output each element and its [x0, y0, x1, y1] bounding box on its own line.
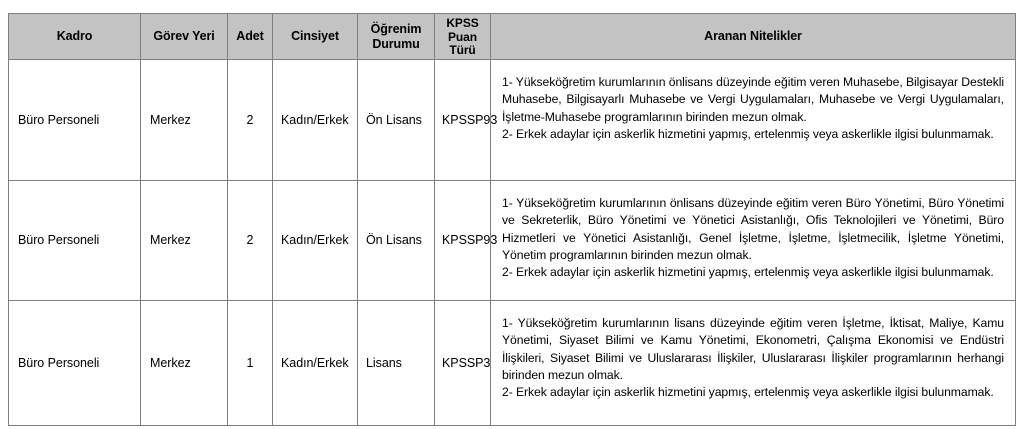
- cell-gorev-yeri: Merkez: [141, 181, 228, 301]
- table-row: [9, 301, 1016, 426]
- cell-kpss-puan-turu: KPSSP93: [435, 181, 491, 301]
- cell-cinsiyet: Kadın/Erkek: [273, 301, 358, 426]
- table-row: [9, 181, 1016, 301]
- table-row: [9, 60, 1016, 181]
- table-body: [9, 60, 1016, 426]
- qualification-item-1: 1- Yükseköğretim kurumlarının önlisans düzeyinde eğitim veren Muhasebe, Bilgisayar Destekli Muhasebe, Bilgisayarlı Muhasebe ve Vergi Uygulamaları, Muhasebe ve Vergi Uygulamaları, İşletme-Muhasebe programlarının birinden mezun olmak.: [502, 75, 1004, 124]
- cell-ogrenim-durumu: Ön Lisans: [358, 60, 435, 181]
- cell-aranan-nitelikler: [491, 301, 1016, 426]
- column-header-kpss-puan-turu: [435, 14, 491, 60]
- cell-adet: 2: [228, 181, 273, 301]
- cell-kadro: Büro Personeli: [9, 181, 141, 301]
- qualification-item-2: 2- Erkek adaylar için askerlik hizmetini yapmış, ertelenmiş veya askerlikle ilgisi bulunmamak.: [502, 385, 994, 400]
- column-header-kpss-line3: Türü: [449, 43, 476, 58]
- cell-gorev-yeri: Merkez: [141, 60, 228, 181]
- qualification-item-2: 2- Erkek adaylar için askerlik hizmetini yapmış, ertelenmiş veya askerlikle ilgisi bulunmamak.: [502, 265, 994, 280]
- column-header-kpss-line2: Puan: [448, 29, 477, 44]
- qualification-item-2: 2- Erkek adaylar için askerlik hizmetini yapmış, ertelenmiş veya askerlikle ilgisi bulunmamak.: [502, 126, 994, 141]
- column-header-gorev-yeri: Görev Yeri: [141, 14, 228, 60]
- cell-aranan-nitelikler: [491, 60, 1016, 181]
- cell-kpss-puan-turu: KPSSP3: [435, 301, 491, 426]
- column-header-ogrenim-line1: Öğrenim: [370, 21, 422, 36]
- column-header-kadro: Kadro: [9, 14, 141, 60]
- column-header-aranan-nitelikler: Aranan Nitelikler: [491, 14, 1016, 60]
- position-requirements-table: [8, 13, 1016, 426]
- cell-kadro: Büro Personeli: [9, 60, 141, 181]
- cell-aranan-nitelikler: [491, 181, 1016, 301]
- cell-ogrenim-durumu: Ön Lisans: [358, 181, 435, 301]
- column-header-adet: Adet: [228, 14, 273, 60]
- column-header-ogrenim-line2: Durumu: [372, 36, 420, 51]
- cell-adet: 2: [228, 60, 273, 181]
- table-header: [9, 14, 1016, 60]
- qualification-item-1: 1- Yükseköğretim kurumlarının önlisans düzeyinde eğitim veren Büro Yönetimi, Büro Yönetimi ve Sekreterlik, Büro Yönetimi ve Yönetici Asistanlığı, Ofis Teknolojileri ve Yönetimi, Büro Hizmetleri ve Yönetici Asistanlığı, Genel İşletme, İşletme, İşletmecilik, İşletme Yönetimi, Yönetim programlarının birinden mezun olmak.: [502, 196, 1004, 262]
- qualification-item-1: 1- Yükseköğretim kurumlarının lisans düzeyinde eğitim veren İşletme, İktisat, Maliye, Kamu Yönetimi, Siyaset Bilimi ve Kamu Yönetimi, Ekonometri, Çalışma Ekonomisi ve Endüstri İlişkileri, Siyaset Bilimi ve Uluslararası İlişkiler, Uluslararası İlişkiler programlarının herhangi birinden mezun olmak.: [502, 316, 1004, 382]
- cell-cinsiyet: Kadın/Erkek: [273, 60, 358, 181]
- cell-ogrenim-durumu: Lisans: [358, 301, 435, 426]
- column-header-ogrenim-durumu: [358, 14, 435, 60]
- cell-cinsiyet: Kadın/Erkek: [273, 181, 358, 301]
- header-row: [9, 14, 1016, 60]
- cell-gorev-yeri: Merkez: [141, 301, 228, 426]
- column-header-kpss-line1: KPSS: [446, 16, 479, 30]
- cell-adet: 1: [228, 301, 273, 426]
- cell-kpss-puan-turu: KPSSP93: [435, 60, 491, 181]
- cell-kadro: Büro Personeli: [9, 301, 141, 426]
- column-header-cinsiyet: Cinsiyet: [273, 14, 358, 60]
